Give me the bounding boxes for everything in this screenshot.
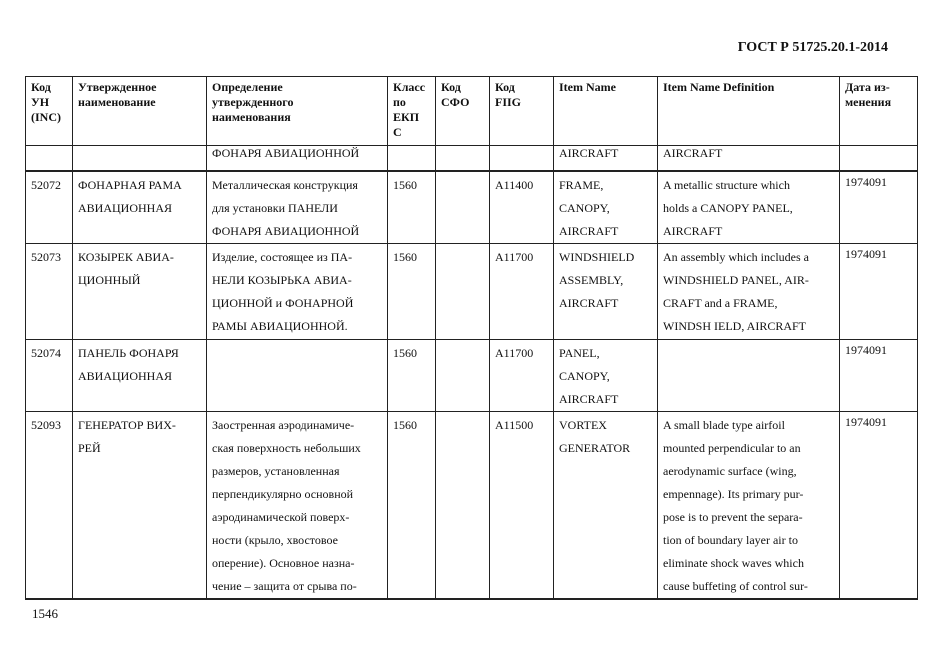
cell-line: Изделие, состоящее из ПА- xyxy=(212,250,353,264)
document-header: ГОСТ Р 51725.20.1-2014 xyxy=(737,40,888,55)
cell-line: Item Name xyxy=(559,80,616,94)
cell-item-name xyxy=(554,171,658,244)
cell-line: aerodynamic surface (wing, xyxy=(663,464,797,478)
cell-line: VORTEX xyxy=(559,418,607,432)
cell-item-name xyxy=(554,340,658,412)
cell-definition xyxy=(207,171,388,244)
cell-line: empennage). Its primary pur- xyxy=(663,487,804,501)
cell-line: GENERATOR xyxy=(559,441,631,455)
header-cell xyxy=(26,77,73,146)
cell-line: АВИАЦИОННАЯ xyxy=(78,201,173,215)
cell-line: размеров, установленная xyxy=(212,464,340,478)
cell-line: A metallic structure which xyxy=(663,178,790,192)
cell-line: ГЕНЕРАТОР ВИХ- xyxy=(78,418,176,432)
cell-line: FIIG xyxy=(495,95,522,109)
cell-sfo xyxy=(436,244,490,340)
cell-line: ности (крыло, хвостовое xyxy=(212,533,338,547)
cell-definition xyxy=(207,412,388,600)
cell-line: наименование xyxy=(78,95,156,109)
cell-class: 1560 xyxy=(388,340,436,412)
cell-class: 1560 xyxy=(388,412,436,600)
cell-line: CANOPY, xyxy=(559,369,610,383)
cell-item-definition: AIRCRAFT xyxy=(658,146,840,172)
cell-item-definition xyxy=(658,171,840,244)
cell-code: 52074 xyxy=(26,340,73,412)
header-cell xyxy=(436,77,490,146)
cell-line: АВИАЦИОННАЯ xyxy=(78,369,173,383)
cell xyxy=(490,146,554,172)
cell-line: tion of boundary layer air to xyxy=(663,533,798,547)
cell xyxy=(73,146,207,172)
cell-line: НЕЛИ КОЗЫРЬКА АВИА- xyxy=(212,273,352,287)
header-cell xyxy=(388,77,436,146)
cell-line: С xyxy=(393,125,402,139)
header-cell xyxy=(207,77,388,146)
cell-line: Определение xyxy=(212,80,283,94)
header-cell xyxy=(554,77,658,146)
cell-definition xyxy=(207,340,388,412)
cell-code: 52093 xyxy=(26,412,73,600)
cell-item-definition xyxy=(658,244,840,340)
cell-item-name: AIRCRAFT xyxy=(554,146,658,172)
cell-line: Код xyxy=(495,80,515,94)
cell-line: СФО xyxy=(441,95,470,109)
header-cell xyxy=(490,77,554,146)
cell-line: менения xyxy=(845,95,892,109)
cell-line: для установки ПАНЕЛИ xyxy=(212,201,338,215)
cell-line: Металлическая конструкция xyxy=(212,178,358,192)
cell xyxy=(26,146,73,172)
cell xyxy=(388,146,436,172)
classification-table xyxy=(25,76,918,600)
table-row xyxy=(26,171,918,244)
cell-line: ASSEMBLY, xyxy=(559,273,624,287)
cell-line: ЦИОННЫЙ xyxy=(78,273,141,287)
cell-line: КОЗЫРЕК АВИА- xyxy=(78,250,174,264)
cell-item-name xyxy=(554,412,658,600)
cell-line: ская поверхность небольших xyxy=(212,441,361,455)
cell-line: Класс xyxy=(393,80,426,94)
cell-line: утвержденного xyxy=(212,95,294,109)
cell-line: оперение). Основное назна- xyxy=(212,556,355,570)
cell-line: перпендикулярно основной xyxy=(212,487,354,501)
cell-code: 52073 xyxy=(26,244,73,340)
cell-line: (INC) xyxy=(31,110,61,124)
cell-item-name xyxy=(554,244,658,340)
cell-line: Утвержденное xyxy=(78,80,157,94)
cell-approved-name xyxy=(73,171,207,244)
table-row xyxy=(26,244,918,340)
cell-line: WINDSHIELD PANEL, AIR- xyxy=(663,273,809,287)
cell-line: наименования xyxy=(212,110,291,124)
cell-line: УН xyxy=(31,95,50,109)
cell-line: mounted perpendicular to an xyxy=(663,441,801,455)
cell-line: cause buffeting of control sur- xyxy=(663,579,808,593)
cell-line: AIRCRAFT xyxy=(559,392,619,406)
cell-line: ФОНАРНАЯ РАМА xyxy=(78,178,182,192)
cell-line: РАМЫ АВИАЦИОННОЙ. xyxy=(212,319,348,333)
cell-approved-name xyxy=(73,244,207,340)
cell-code: 52072 xyxy=(26,171,73,244)
page-number: 1546 xyxy=(32,606,58,621)
cell-line: An assembly which includes a xyxy=(663,250,809,264)
cell-line: AIRCRAFT xyxy=(559,296,619,310)
header-cell xyxy=(73,77,207,146)
cell-line: Дата из- xyxy=(845,80,890,94)
cell-line: CANOPY, xyxy=(559,201,610,215)
cell-line: ЦИОННОЙ и ФОНАРНОЙ xyxy=(212,296,354,310)
cell-line: PANEL, xyxy=(559,346,600,360)
cell-line: AIRCRAFT xyxy=(663,224,723,238)
cell-approved-name xyxy=(73,340,207,412)
cell-line: eliminate shock waves which xyxy=(663,556,804,570)
table-row xyxy=(26,412,918,600)
header-cell xyxy=(658,77,840,146)
cell xyxy=(436,146,490,172)
table-row xyxy=(26,340,918,412)
cell-definition: ФОНАРЯ АВИАЦИОННОЙ xyxy=(207,146,388,172)
cell-fiig: A11500 xyxy=(490,412,554,600)
cell-date: 1974091 xyxy=(840,412,918,600)
cell-line: РЕЙ xyxy=(78,441,101,455)
cell-line: AIRCRAFT xyxy=(559,224,619,238)
cell-line: ФОНАРЯ АВИАЦИОННОЙ xyxy=(212,224,360,238)
cell-sfo xyxy=(436,171,490,244)
cell-sfo xyxy=(436,340,490,412)
cell-line: по xyxy=(393,95,406,109)
cell-line: ПАНЕЛЬ ФОНАРЯ xyxy=(78,346,179,360)
header-cell xyxy=(840,77,918,146)
cell-line: Код xyxy=(31,80,51,94)
cell-line: чение – защита от срыва по- xyxy=(212,579,357,593)
cell-fiig: A11700 xyxy=(490,244,554,340)
cell xyxy=(840,146,918,172)
cell-line: FRAME, xyxy=(559,178,604,192)
cell-fiig: A11700 xyxy=(490,340,554,412)
cell-line: ЕКП xyxy=(393,110,420,124)
cell-line: pose is to prevent the separa- xyxy=(663,510,803,524)
cell-definition xyxy=(207,244,388,340)
cell-line: A small blade type airfoil xyxy=(663,418,785,432)
cell-line: Код xyxy=(441,80,461,94)
cell-line: holds a CANOPY PANEL, xyxy=(663,201,793,215)
cell-line: CRAFT and a FRAME, xyxy=(663,296,778,310)
cell-date: 1974091 xyxy=(840,244,918,340)
cell-date: 1974091 xyxy=(840,171,918,244)
cell-line: аэродинамической поверх- xyxy=(212,510,350,524)
cell-class: 1560 xyxy=(388,171,436,244)
cell-item-definition xyxy=(658,340,840,412)
cell-approved-name xyxy=(73,412,207,600)
cell-line: Заостренная аэродинамиче- xyxy=(212,418,355,432)
cell-line: WINDSHIELD xyxy=(559,250,635,264)
table-header-row xyxy=(26,77,918,146)
cell-item-definition xyxy=(658,412,840,600)
cell-date: 1974091 xyxy=(840,340,918,412)
cell-fiig: A11400 xyxy=(490,171,554,244)
cell-line: WINDSH IELD, AIRCRAFT xyxy=(663,319,806,333)
continuation-row xyxy=(26,146,918,172)
cell-line: Item Name Definition xyxy=(663,80,775,94)
cell-sfo xyxy=(436,412,490,600)
cell-class: 1560 xyxy=(388,244,436,340)
